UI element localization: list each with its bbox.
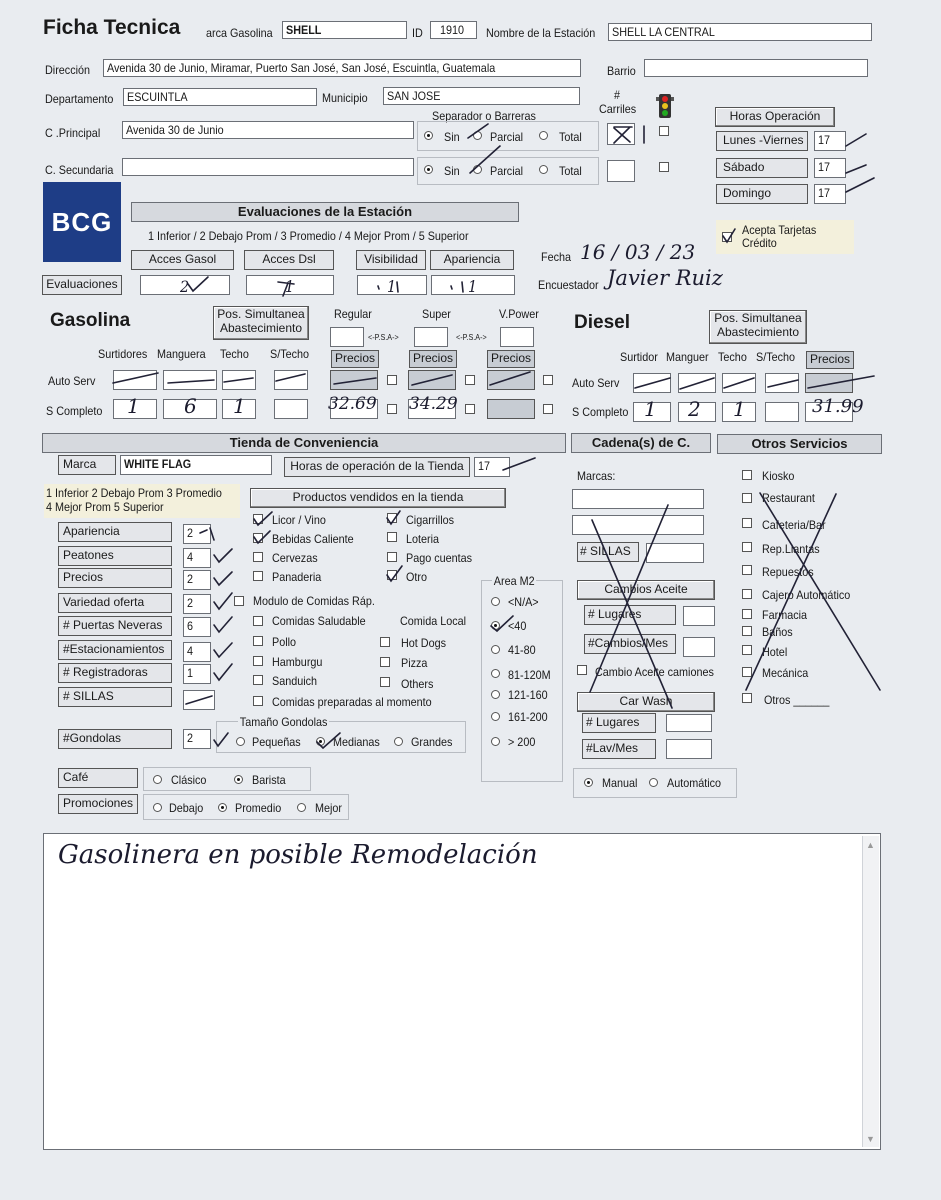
otros-hotel-check[interactable]	[742, 645, 752, 655]
metric-precios-field[interactable]: 2	[183, 570, 211, 590]
sep2-total-radio[interactable]	[539, 165, 548, 174]
cambios-mes-label: #Cambios/Mes	[584, 634, 676, 654]
cadena-sillas-field[interactable]	[646, 543, 704, 563]
comida-others-check[interactable]	[380, 677, 390, 687]
marca-field[interactable]: SHELL	[282, 21, 407, 39]
col-stecho: S/Techo	[270, 347, 310, 361]
metric-apariencia-label: Apariencia	[58, 522, 172, 542]
comida-sanduich-label: Sanduich	[272, 674, 318, 688]
tamano-label: Tamaño Gondolas	[239, 715, 328, 729]
gas-completo-price-vpower[interactable]	[487, 399, 535, 419]
diesel-auto-stecho[interactable]	[765, 373, 799, 393]
tienda-horas-label: Horas de operación de la Tienda	[284, 457, 470, 477]
gasolina-pos-button[interactable]: Pos. Simultanea Abastecimiento	[213, 306, 309, 340]
sep1-parcial-label: Parcial	[490, 130, 524, 144]
separador-label: Separador o Barreras	[432, 109, 536, 123]
prod-otro-label: Otro	[406, 570, 428, 584]
lunes-viernes-label: Lunes -Viernes	[716, 131, 808, 151]
prod-panaderia-label: Panaderia	[272, 570, 322, 584]
otros-repuestos-check[interactable]	[742, 565, 752, 575]
sep2-parcial-radio[interactable]	[473, 165, 482, 174]
area-40-label: <40	[508, 619, 527, 633]
tienda-horas-field[interactable]: 17	[474, 457, 510, 477]
cw-lav-field[interactable]	[666, 739, 712, 759]
cafe-barista-radio[interactable]	[234, 775, 243, 784]
otros-restaurant-check[interactable]	[742, 493, 752, 503]
psa-1: <-P.S.A->	[368, 333, 399, 342]
tarjetas-check[interactable]	[722, 232, 732, 242]
prod-cervezas-label: Cervezas	[272, 551, 318, 565]
comida-hotdogs-check[interactable]	[380, 637, 390, 647]
metric-precios-label: Precios	[58, 568, 172, 588]
depto-field[interactable]: ESCUINTLA	[123, 88, 317, 106]
grade-regular: Regular	[334, 307, 372, 321]
c-secundaria-field[interactable]	[122, 158, 414, 176]
otros-repuestos-label: Repuestos	[762, 565, 814, 579]
metric-sillas-field[interactable]	[183, 690, 215, 710]
nombre-label: Nombre de la Estación	[486, 26, 596, 40]
cw-lugares-label: # Lugares	[582, 713, 656, 733]
otros-llantas-check[interactable]	[742, 542, 752, 552]
area-40-radio[interactable]	[491, 621, 500, 630]
area-41-80-radio[interactable]	[491, 645, 500, 654]
diesel-pos-button[interactable]: Pos. Simultanea Abastecimiento	[709, 310, 807, 344]
metric-apariencia-field[interactable]: 2	[183, 524, 211, 544]
gas-completo-check-vpower[interactable]	[543, 404, 553, 414]
domingo-field[interactable]: 17	[814, 184, 846, 204]
comida-others-label: Others	[401, 677, 434, 691]
fecha-label: Fecha	[541, 250, 572, 264]
metric-sillas-label: # SILLAS	[58, 687, 172, 707]
sabado-field[interactable]: 17	[814, 158, 846, 178]
comida-pizza-check[interactable]	[380, 657, 390, 667]
traffic-light-icon	[654, 92, 676, 120]
area-41-80-label: 41-80	[508, 643, 536, 657]
gas-auto-price-vpower[interactable]	[487, 370, 535, 390]
diesel-auto-surtidor[interactable]	[633, 373, 671, 393]
otros-cajero-label: Cajero Automático	[762, 588, 851, 602]
gas-auto-stecho[interactable]	[274, 370, 308, 390]
cafe-label: Café	[58, 768, 138, 788]
cafe-group	[143, 767, 311, 791]
gas-completo-stecho[interactable]	[274, 399, 308, 419]
aceite-camiones-check[interactable]	[577, 665, 587, 675]
prod-licor-check[interactable]	[253, 514, 263, 524]
promo-promedio-radio[interactable]	[218, 803, 227, 812]
gas-auto-price-super[interactable]	[408, 370, 456, 390]
acces-dsl-label: Acces Dsl	[244, 250, 334, 270]
sep2-sin-label: Sin	[444, 164, 460, 178]
diesel-completo-manguer-value: 2	[688, 397, 701, 421]
gasolina-title: Gasolina	[50, 310, 131, 331]
cambios-lugares-field[interactable]	[683, 606, 715, 626]
prod-loteria-check[interactable]	[387, 532, 397, 542]
gas-auto-techo[interactable]	[222, 370, 256, 390]
gondolas-label: #Gondolas	[58, 729, 172, 749]
gas-auto-price-regular[interactable]	[330, 370, 378, 390]
diesel-precios: Precios	[806, 351, 854, 369]
sep1-parcial-radio[interactable]	[473, 131, 482, 140]
cambios-mes-field[interactable]	[683, 637, 715, 657]
metric-puertas-label: # Puertas Neveras	[58, 616, 172, 636]
sep2-total-label: Total	[559, 164, 582, 178]
carriles-hash: #	[614, 88, 621, 102]
prod-cigarrillos-check[interactable]	[387, 513, 397, 523]
notes-textarea[interactable]	[43, 833, 881, 1150]
lunes-viernes-field[interactable]: 17	[814, 131, 846, 151]
gas-auto-check-super[interactable]	[465, 375, 475, 385]
id-label: ID	[412, 26, 423, 40]
comida-preparadas-label: Comidas preparadas al momento	[272, 695, 432, 709]
comida-pizza-label: Pizza	[401, 656, 428, 670]
prod-cigarrillos-label: Cigarrillos	[406, 513, 455, 527]
marca-label: arca Gasolina	[206, 26, 273, 40]
metric-registradoras-field[interactable]: 1	[183, 664, 211, 684]
prod-licor-label: Licor / Vino	[272, 513, 326, 527]
notes-handwriting: Gasolinera en posible Remodelación	[58, 840, 538, 870]
area-121-160-label: 121-160	[508, 688, 548, 702]
otros-mecanica-check[interactable]	[742, 667, 752, 677]
gas-price-super-value: 34.29	[409, 394, 458, 414]
area-161-200-label: 161-200	[508, 710, 548, 724]
depto-label: Departamento	[45, 92, 114, 106]
bcg-logo: BCG	[43, 182, 121, 262]
tarjetas-label: Acepta Tarjetas Crédito	[742, 223, 817, 250]
comida-pollo-check[interactable]	[253, 636, 263, 646]
carriles-2-check[interactable]	[659, 162, 669, 172]
comida-saludable-check[interactable]	[253, 616, 263, 626]
gas-completo-check-super[interactable]	[465, 404, 475, 414]
metric-peatones-label: Peatones	[58, 546, 172, 566]
cw-auto-label: Automático	[667, 776, 722, 790]
sep1-sin-label: Sin	[444, 130, 460, 144]
diesel-auto-techo[interactable]	[722, 373, 756, 393]
cw-manual-label: Manual	[602, 776, 638, 790]
gas-auto-surtidores[interactable]	[113, 370, 157, 390]
prod-cervezas-check[interactable]	[253, 552, 263, 562]
gas-auto-serv-label: Auto Serv	[48, 374, 96, 388]
carriles-1-check[interactable]	[659, 126, 669, 136]
municipio-label: Municipio	[322, 91, 368, 105]
c-principal-field[interactable]: Avenida 30 de Junio	[122, 121, 414, 139]
diesel-col-stecho: S/Techo	[756, 350, 796, 364]
cadena-marcas-label: Marcas:	[577, 469, 616, 483]
sep1-total-label: Total	[559, 130, 582, 144]
cadena-header: Cadena(s) de C.	[571, 433, 711, 453]
metric-registradoras-label: # Registradoras	[58, 663, 172, 683]
encuestador-label: Encuestador	[538, 278, 599, 292]
otros-restaurant-label: Restaurant	[762, 491, 815, 505]
direccion-field[interactable]: Avenida 30 de Junio, Miramar, Puerto San José, San José, Escuintla, Guatemala	[103, 59, 581, 77]
diesel-completo-surtidor-value: 1	[644, 397, 657, 421]
scroll-up-icon[interactable]: ▲	[866, 840, 875, 850]
col-manguera: Manguera	[157, 347, 206, 361]
tamano-pequenas-radio[interactable]	[236, 737, 245, 746]
cw-auto-radio[interactable]	[649, 778, 658, 787]
area-200-radio[interactable]	[491, 737, 500, 746]
eval-apariencia[interactable]: 1	[431, 275, 515, 295]
promo-promedio-label: Promedio	[235, 801, 282, 815]
precios-regular: Precios	[331, 350, 379, 368]
metric-estacionamientos-label: #Estacionamientos	[58, 640, 172, 660]
diesel-title: Diesel	[574, 312, 630, 333]
otros-farmacia-label: Farmacia	[762, 608, 808, 622]
comida-sanduich-check[interactable]	[253, 675, 263, 685]
visibilidad-label: Visibilidad	[356, 250, 426, 270]
evaluaciones-scale: 1 Inferior / 2 Debajo Prom / 3 Promedio / 4 Mejor Prom / 5 Superior	[148, 229, 469, 243]
gas-auto-check-vpower[interactable]	[543, 375, 553, 385]
tamano-medianas-radio[interactable]	[316, 737, 325, 746]
aceite-camiones-label: Cambio Aceite camiones	[595, 665, 714, 679]
evaluaciones-row-label: Evaluaciones	[42, 275, 122, 295]
comida-local-label: Comida Local	[400, 614, 467, 628]
c-principal-label: C .Principal	[45, 126, 101, 140]
domingo-label: Domingo	[716, 184, 808, 204]
carriles-label: Carriles	[599, 102, 637, 116]
sabado-label: Sábado	[716, 158, 808, 178]
gas-completo-manguera-value: 6	[184, 394, 197, 418]
comida-saludable-label: Comidas Saludable	[272, 614, 366, 628]
metric-puertas-field[interactable]: 6	[183, 617, 211, 637]
otros-farmacia-check[interactable]	[742, 609, 752, 619]
id-field[interactable]: 1910	[430, 21, 477, 39]
prod-loteria-label: Loteria	[406, 532, 440, 546]
tienda-marca-field[interactable]: WHITE FLAG	[120, 455, 272, 475]
nombre-field[interactable]: SHELL LA CENTRAL	[608, 23, 872, 41]
otros-cajero-check[interactable]	[742, 589, 752, 599]
prod-bebidas-label: Bebidas Caliente	[272, 532, 354, 546]
promociones-label: Promociones	[58, 794, 138, 814]
prod-pago-check[interactable]	[387, 552, 397, 562]
tienda-header: Tienda de Conveniencia	[42, 433, 566, 453]
fecha-value: 16 / 03 / 23	[580, 240, 696, 264]
gondolas-field[interactable]: 2	[183, 729, 211, 749]
diesel-completo-techo-value: 1	[733, 397, 746, 421]
encuestador-signature: Javier Ruiz	[607, 266, 723, 290]
diesel-completo-stecho[interactable]	[765, 402, 799, 422]
area-200-label: > 200	[508, 735, 536, 749]
cw-manual-radio[interactable]	[584, 778, 593, 787]
prod-otro-check[interactable]	[387, 570, 397, 580]
area-na-label: <N/A>	[508, 595, 539, 609]
eval-acces-gasol[interactable]: 2	[140, 275, 230, 295]
area-na-radio[interactable]	[491, 597, 500, 606]
cambios-aceite-button[interactable]: Cambios Aceite	[577, 580, 715, 600]
gas-completo-check-regular[interactable]	[387, 404, 397, 414]
precios-super: Precios	[409, 350, 457, 368]
col-surtidores: Surtidores	[98, 347, 148, 361]
otros-banos-label: Baños	[762, 625, 793, 639]
comidas-modulo-label: Modulo de Comidas Ráp.	[253, 594, 375, 608]
area-121-160-radio[interactable]	[491, 690, 500, 699]
tamano-grandes-label: Grandes	[411, 735, 453, 749]
otros-cafeteria-check[interactable]	[742, 518, 752, 528]
grade-super: Super	[422, 307, 451, 321]
tamano-medianas-label: Medianas	[333, 735, 380, 749]
cadena-marca-1[interactable]	[572, 489, 704, 509]
diesel-col-techo: Techo	[718, 350, 747, 364]
carriles-2-field[interactable]	[607, 160, 635, 182]
super-pos[interactable]	[414, 327, 448, 347]
cw-lav-label: #Lav/Mes	[582, 739, 656, 759]
metric-variedad-field[interactable]: 2	[183, 594, 211, 614]
cadena-marca-2[interactable]	[572, 515, 704, 535]
grade-vpower: V.Power	[499, 307, 539, 321]
gas-completo-label: S Completo	[46, 404, 103, 418]
otros-mecanica-label: Mecánica	[762, 666, 809, 680]
barrio-field[interactable]	[644, 59, 868, 77]
sep2-parcial-label: Parcial	[490, 164, 524, 178]
tamano-pequenas-label: Pequeñas	[252, 735, 301, 749]
tienda-scale-b: 4 Mejor Prom 5 Superior	[46, 500, 164, 514]
diesel-price-value: 31.99	[812, 396, 864, 417]
municipio-field[interactable]: SAN JOSE	[383, 87, 580, 105]
car-wash-button[interactable]: Car Wash	[577, 692, 715, 712]
direccion-label: Dirección	[45, 63, 91, 77]
cadena-sillas-label: # SILLAS	[577, 542, 639, 562]
prod-panaderia-check[interactable]	[253, 571, 263, 581]
comida-pollo-label: Pollo	[272, 635, 297, 649]
page-title: Ficha Tecnica	[43, 16, 181, 39]
vpower-pos[interactable]	[500, 327, 534, 347]
gas-auto-check-regular[interactable]	[387, 375, 397, 385]
otros-header: Otros Servicios	[717, 434, 882, 454]
otros-otros-label: Otros ______	[764, 693, 830, 707]
otros-llantas-label: Rep.Llantas	[762, 542, 820, 556]
precios-vpower: Precios	[487, 350, 535, 368]
promo-mejor-radio[interactable]	[297, 803, 306, 812]
prod-pago-label: Pago cuentas	[406, 551, 473, 565]
c-secundaria-label: C. Secundaria	[45, 163, 114, 177]
promo-mejor-label: Mejor	[315, 801, 343, 815]
horas-operacion-button[interactable]: Horas Operación	[715, 107, 835, 127]
diesel-auto-label: Auto Serv	[572, 376, 620, 390]
cambios-lugares-label: # Lugares	[584, 605, 676, 625]
scroll-down-icon[interactable]: ▼	[866, 1134, 875, 1144]
area-81-120-radio[interactable]	[491, 669, 500, 678]
sep1-total-radio[interactable]	[539, 131, 548, 140]
gas-completo-techo-value: 1	[233, 394, 246, 418]
prod-bebidas-check[interactable]	[253, 533, 263, 543]
sep2-sin-radio[interactable]	[424, 165, 433, 174]
otros-hotel-label: Hotel	[762, 645, 788, 659]
otros-cafeteria-label: Cafeteria/Bar	[762, 518, 826, 532]
diesel-completo-label: S Completo	[572, 405, 629, 419]
gas-auto-manguera[interactable]	[163, 370, 217, 390]
cafe-clasico-label: Clásico	[171, 773, 207, 787]
apariencia-label: Apariencia	[430, 250, 514, 270]
otros-kiosko-label: Kiosko	[762, 469, 795, 483]
comida-hamburgu-check[interactable]	[253, 656, 263, 666]
comida-preparadas-check[interactable]	[253, 696, 263, 706]
gas-completo-surtidores-value: 1	[127, 394, 140, 418]
area-81-120-label: 81-120M	[508, 668, 551, 682]
acces-gasol-label: Acces Gasol	[131, 250, 234, 270]
gas-price-regular-value: 32.69	[328, 394, 377, 414]
area-161-200-radio[interactable]	[491, 712, 500, 721]
cw-lugares-field[interactable]	[666, 714, 712, 732]
productos-button[interactable]: Productos vendidos en la tienda	[250, 488, 506, 508]
otros-kiosko-check[interactable]	[742, 470, 752, 480]
sep1-sin-radio[interactable]	[424, 131, 433, 140]
diesel-auto-price[interactable]	[805, 373, 853, 393]
tamano-grandes-radio[interactable]	[394, 737, 403, 746]
tienda-marca-label: Marca	[58, 455, 116, 475]
barrio-label: Barrio	[607, 64, 636, 78]
regular-pos[interactable]	[330, 327, 364, 347]
tienda-scale-a: 1 Inferior 2 Debajo Prom 3 Promedio	[46, 486, 222, 500]
evaluaciones-header: Evaluaciones de la Estación	[131, 202, 519, 222]
metric-estacionamientos-field[interactable]: 4	[183, 642, 211, 662]
eval-acces-dsl[interactable]: 1	[246, 275, 334, 295]
comida-hotdogs-label: Hot Dogs	[401, 636, 447, 650]
otros-banos-check[interactable]	[742, 626, 752, 636]
cafe-barista-label: Barista	[252, 773, 286, 787]
notes-scrollbar[interactable]	[862, 836, 879, 1147]
comida-hamburgu-label: Hamburgu	[272, 655, 323, 669]
area-title: Area M2	[493, 574, 535, 588]
diesel-col-manguer: Manguer	[666, 350, 709, 364]
otros-otros-check[interactable]	[742, 693, 752, 703]
diesel-auto-manguer[interactable]	[678, 373, 716, 393]
cafe-clasico-radio[interactable]	[153, 775, 162, 784]
comidas-modulo-check[interactable]	[234, 596, 244, 606]
eval-visibilidad[interactable]: 1	[357, 275, 427, 295]
metric-peatones-field[interactable]: 4	[183, 548, 211, 568]
col-techo: Techo	[220, 347, 249, 361]
carriles-1-field[interactable]	[607, 123, 635, 145]
diesel-col-surtidor: Surtidor	[620, 350, 658, 364]
psa-2: <-P.S.A->	[456, 333, 487, 342]
promo-debajo-radio[interactable]	[153, 803, 162, 812]
metric-variedad-label: Variedad oferta	[58, 593, 172, 613]
promo-debajo-label: Debajo	[169, 801, 204, 815]
